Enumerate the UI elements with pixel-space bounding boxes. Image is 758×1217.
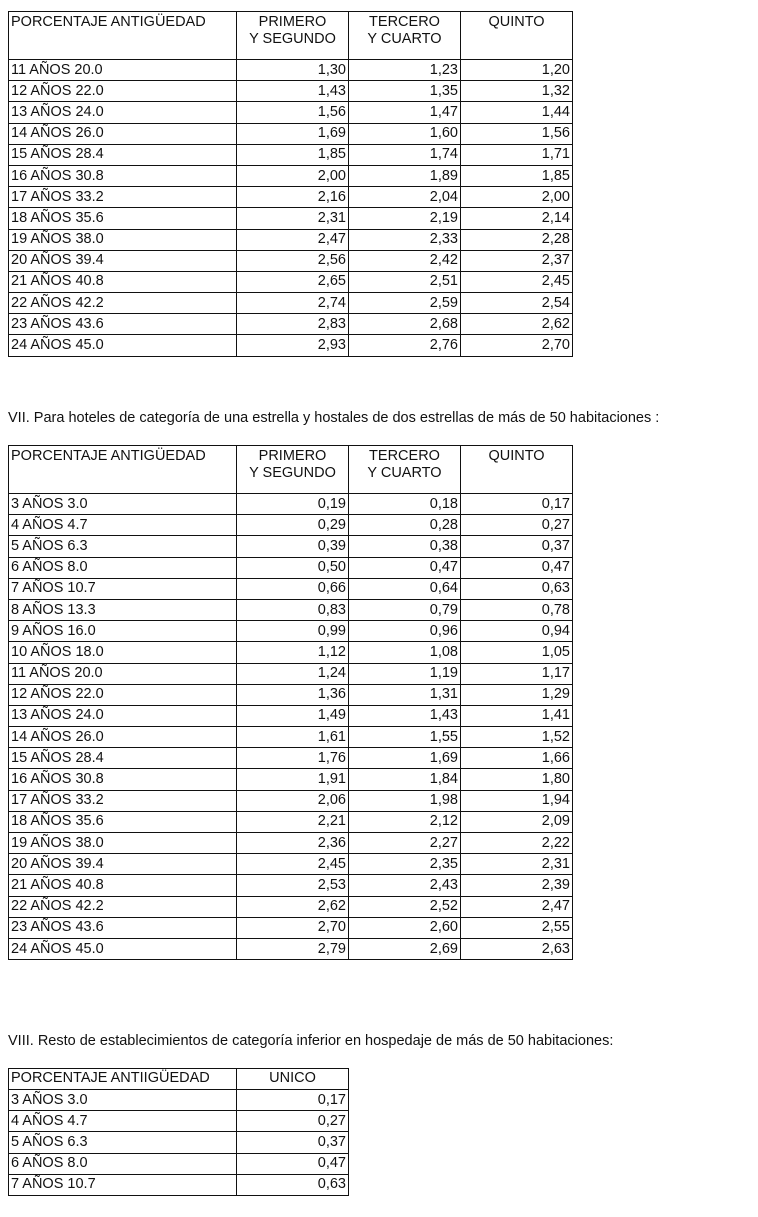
rate-cell: 0,38 <box>349 536 461 557</box>
seniority-cell: 6 AÑOS 8.0 <box>9 557 237 578</box>
rate-cell: 2,21 <box>237 811 349 832</box>
rate-cell: 2,00 <box>237 165 349 186</box>
column-header: QUINTO <box>461 12 573 60</box>
rate-cell: 0,17 <box>237 1090 349 1111</box>
rate-cell: 1,47 <box>349 102 461 123</box>
seniority-cell: 20 AÑOS 39.4 <box>9 854 237 875</box>
rate-cell: 2,09 <box>461 811 573 832</box>
rate-cell: 2,22 <box>461 833 573 854</box>
rate-cell: 1,55 <box>349 727 461 748</box>
rate-cell: 0,18 <box>349 494 461 515</box>
table-row <box>9 515 573 536</box>
rate-cell: 0,78 <box>461 599 573 620</box>
seniority-cell: 11 AÑOS 20.0 <box>9 60 237 81</box>
table-row <box>9 833 573 854</box>
table-row <box>9 854 573 875</box>
rate-cell: 2,37 <box>461 250 573 271</box>
table-row <box>9 663 573 684</box>
table-row <box>9 557 573 578</box>
rate-cell: 2,54 <box>461 293 573 314</box>
table-row <box>9 875 573 896</box>
rate-cell: 0,37 <box>237 1132 349 1153</box>
column-header: PORCENTAJE ANTIGÜEDAD <box>9 12 237 60</box>
rate-cell: 1,43 <box>349 705 461 726</box>
rate-cell: 2,06 <box>237 790 349 811</box>
table-row <box>9 599 573 620</box>
rate-cell: 2,70 <box>461 335 573 356</box>
seniority-cell: 13 AÑOS 24.0 <box>9 102 237 123</box>
table-row <box>9 1111 349 1132</box>
seniority-cell: 4 AÑOS 4.7 <box>9 1111 237 1132</box>
table-row <box>9 187 573 208</box>
rate-cell: 2,19 <box>349 208 461 229</box>
rate-cell: 2,27 <box>349 833 461 854</box>
seniority-cell: 4 AÑOS 4.7 <box>9 515 237 536</box>
rate-cell: 1,85 <box>461 165 573 186</box>
seniority-cell: 5 AÑOS 6.3 <box>9 1132 237 1153</box>
rate-cell: 2,31 <box>237 208 349 229</box>
rate-cell: 2,93 <box>237 335 349 356</box>
table-row <box>9 578 573 599</box>
rate-cell: 0,29 <box>237 515 349 536</box>
seniority-cell: 19 AÑOS 38.0 <box>9 229 237 250</box>
table-row <box>9 621 573 642</box>
rate-cell: 1,36 <box>237 684 349 705</box>
table-row <box>9 769 573 790</box>
rate-cell: 2,35 <box>349 854 461 875</box>
rate-cell: 0,99 <box>237 621 349 642</box>
rate-cell: 0,27 <box>461 515 573 536</box>
rate-cell: 2,62 <box>237 896 349 917</box>
rate-cell: 2,62 <box>461 314 573 335</box>
column-header: TERCERO Y CUARTO <box>349 446 461 494</box>
rate-cell: 2,83 <box>237 314 349 335</box>
seniority-cell: 15 AÑOS 28.4 <box>9 144 237 165</box>
table-seniority-rates-vii <box>8 445 573 960</box>
rate-cell: 0,17 <box>461 494 573 515</box>
column-header: TERCERO Y CUARTO <box>349 12 461 60</box>
rate-cell: 1,24 <box>237 663 349 684</box>
seniority-cell: 20 AÑOS 39.4 <box>9 250 237 271</box>
rate-cell: 1,29 <box>461 684 573 705</box>
rate-cell: 1,71 <box>461 144 573 165</box>
seniority-cell: 22 AÑOS 42.2 <box>9 293 237 314</box>
seniority-cell: 16 AÑOS 30.8 <box>9 769 237 790</box>
seniority-cell: 18 AÑOS 35.6 <box>9 208 237 229</box>
seniority-cell: 12 AÑOS 22.0 <box>9 684 237 705</box>
table-row <box>9 917 573 938</box>
rate-cell: 1,23 <box>349 60 461 81</box>
rate-cell: 1,69 <box>237 123 349 144</box>
rate-cell: 2,47 <box>461 896 573 917</box>
rate-cell: 2,69 <box>349 938 461 959</box>
rate-cell: 1,89 <box>349 165 461 186</box>
column-header: PRIMERO Y SEGUNDO <box>237 12 349 60</box>
seniority-cell: 16 AÑOS 30.8 <box>9 165 237 186</box>
table-row <box>9 271 573 292</box>
rate-cell: 1,56 <box>461 123 573 144</box>
rate-cell: 1,98 <box>349 790 461 811</box>
rate-cell: 2,60 <box>349 917 461 938</box>
rate-cell: 1,41 <box>461 705 573 726</box>
rate-cell: 2,45 <box>237 854 349 875</box>
table-seniority-rates-1 <box>8 11 573 357</box>
rate-cell: 1,17 <box>461 663 573 684</box>
rate-cell: 1,49 <box>237 705 349 726</box>
rate-cell: 2,36 <box>237 833 349 854</box>
rate-cell: 1,76 <box>237 748 349 769</box>
rate-cell: 1,52 <box>461 727 573 748</box>
column-header: QUINTO <box>461 446 573 494</box>
table-header-row <box>9 446 573 494</box>
rate-cell: 2,76 <box>349 335 461 356</box>
rate-cell: 0,63 <box>237 1174 349 1195</box>
rate-cell: 0,64 <box>349 578 461 599</box>
seniority-cell: 19 AÑOS 38.0 <box>9 833 237 854</box>
table-row <box>9 896 573 917</box>
seniority-cell: 8 AÑOS 13.3 <box>9 599 237 620</box>
rate-cell: 2,31 <box>461 854 573 875</box>
table-row <box>9 727 573 748</box>
rate-cell: 1,56 <box>237 102 349 123</box>
rate-cell: 1,32 <box>461 81 573 102</box>
seniority-cell: 5 AÑOS 6.3 <box>9 536 237 557</box>
rate-cell: 0,28 <box>349 515 461 536</box>
seniority-cell: 7 AÑOS 10.7 <box>9 1174 237 1195</box>
rate-cell: 0,19 <box>237 494 349 515</box>
table-row <box>9 642 573 663</box>
rate-cell: 2,65 <box>237 271 349 292</box>
table-row <box>9 1132 349 1153</box>
rate-cell: 2,68 <box>349 314 461 335</box>
table-row <box>9 811 573 832</box>
seniority-cell: 17 AÑOS 33.2 <box>9 790 237 811</box>
table-row <box>9 1153 349 1174</box>
rate-cell: 1,19 <box>349 663 461 684</box>
rate-cell: 2,28 <box>461 229 573 250</box>
rate-cell: 2,39 <box>461 875 573 896</box>
table-seniority-rates-viii <box>8 1068 349 1196</box>
seniority-cell: 23 AÑOS 43.6 <box>9 917 237 938</box>
seniority-cell: 21 AÑOS 40.8 <box>9 875 237 896</box>
rate-cell: 2,79 <box>237 938 349 959</box>
seniority-cell: 3 AÑOS 3.0 <box>9 1090 237 1111</box>
table-row <box>9 335 573 356</box>
rate-cell: 1,31 <box>349 684 461 705</box>
table-row <box>9 1174 349 1195</box>
seniority-cell: 24 AÑOS 45.0 <box>9 335 237 356</box>
rate-cell: 2,16 <box>237 187 349 208</box>
rate-cell: 1,20 <box>461 60 573 81</box>
table-row <box>9 684 573 705</box>
table-header-row <box>9 1069 349 1090</box>
rate-cell: 0,96 <box>349 621 461 642</box>
table-row <box>9 102 573 123</box>
seniority-cell: 23 AÑOS 43.6 <box>9 314 237 335</box>
table-row <box>9 1090 349 1111</box>
rate-cell: 1,80 <box>461 769 573 790</box>
table-row <box>9 123 573 144</box>
seniority-cell: 18 AÑOS 35.6 <box>9 811 237 832</box>
table-row <box>9 81 573 102</box>
rate-cell: 0,79 <box>349 599 461 620</box>
seniority-cell: 17 AÑOS 33.2 <box>9 187 237 208</box>
rate-cell: 0,63 <box>461 578 573 599</box>
column-header: UNICO <box>237 1069 349 1090</box>
rate-cell: 1,74 <box>349 144 461 165</box>
seniority-cell: 24 AÑOS 45.0 <box>9 938 237 959</box>
rate-cell: 1,61 <box>237 727 349 748</box>
section-viii-heading: VIII. Resto de establecimientos de categoría inferior en hospedaje de más de 50 habitaciones: <box>8 1033 614 1049</box>
rate-cell: 2,45 <box>461 271 573 292</box>
rate-cell: 2,42 <box>349 250 461 271</box>
table-row <box>9 748 573 769</box>
rate-cell: 1,60 <box>349 123 461 144</box>
table-row <box>9 938 573 959</box>
rate-cell: 1,30 <box>237 60 349 81</box>
seniority-cell: 9 AÑOS 16.0 <box>9 621 237 642</box>
rate-cell: 2,56 <box>237 250 349 271</box>
rate-cell: 2,55 <box>461 917 573 938</box>
rate-cell: 2,04 <box>349 187 461 208</box>
rate-cell: 1,12 <box>237 642 349 663</box>
rate-cell: 1,05 <box>461 642 573 663</box>
rate-cell: 2,74 <box>237 293 349 314</box>
column-header: PRIMERO Y SEGUNDO <box>237 446 349 494</box>
rate-cell: 0,47 <box>349 557 461 578</box>
rate-cell: 1,66 <box>461 748 573 769</box>
table-row <box>9 60 573 81</box>
seniority-cell: 10 AÑOS 18.0 <box>9 642 237 663</box>
rate-cell: 2,51 <box>349 271 461 292</box>
rate-cell: 2,33 <box>349 229 461 250</box>
rate-cell: 2,63 <box>461 938 573 959</box>
rate-cell: 2,52 <box>349 896 461 917</box>
table-row <box>9 790 573 811</box>
rate-cell: 1,08 <box>349 642 461 663</box>
section-vii-heading: VII. Para hoteles de categoría de una estrella y hostales de dos estrellas de más de 50 habitaciones : <box>8 410 660 426</box>
rate-cell: 2,14 <box>461 208 573 229</box>
table-row <box>9 293 573 314</box>
table-row <box>9 494 573 515</box>
rate-cell: 1,85 <box>237 144 349 165</box>
table-row <box>9 144 573 165</box>
seniority-cell: 12 AÑOS 22.0 <box>9 81 237 102</box>
seniority-cell: 14 AÑOS 26.0 <box>9 727 237 748</box>
rate-cell: 2,47 <box>237 229 349 250</box>
rate-cell: 0,47 <box>237 1153 349 1174</box>
table-header-row <box>9 12 573 60</box>
table-row <box>9 165 573 186</box>
table-row <box>9 536 573 557</box>
seniority-cell: 15 AÑOS 28.4 <box>9 748 237 769</box>
table-row <box>9 208 573 229</box>
seniority-cell: 21 AÑOS 40.8 <box>9 271 237 292</box>
rate-cell: 0,37 <box>461 536 573 557</box>
rate-cell: 2,59 <box>349 293 461 314</box>
column-header: PORCENTAJE ANTIGÜEDAD <box>9 446 237 494</box>
seniority-cell: 7 AÑOS 10.7 <box>9 578 237 599</box>
rate-cell: 1,69 <box>349 748 461 769</box>
rate-cell: 0,27 <box>237 1111 349 1132</box>
rate-cell: 0,94 <box>461 621 573 642</box>
rate-cell: 2,70 <box>237 917 349 938</box>
seniority-cell: 22 AÑOS 42.2 <box>9 896 237 917</box>
table-row <box>9 229 573 250</box>
seniority-cell: 11 AÑOS 20.0 <box>9 663 237 684</box>
table-row <box>9 705 573 726</box>
rate-cell: 1,43 <box>237 81 349 102</box>
rate-cell: 2,00 <box>461 187 573 208</box>
rate-cell: 2,43 <box>349 875 461 896</box>
rate-cell: 1,44 <box>461 102 573 123</box>
rate-cell: 1,94 <box>461 790 573 811</box>
rate-cell: 1,91 <box>237 769 349 790</box>
seniority-cell: 6 AÑOS 8.0 <box>9 1153 237 1174</box>
table-row <box>9 314 573 335</box>
rate-cell: 0,66 <box>237 578 349 599</box>
rate-cell: 0,83 <box>237 599 349 620</box>
rate-cell: 0,50 <box>237 557 349 578</box>
rate-cell: 0,47 <box>461 557 573 578</box>
seniority-cell: 3 AÑOS 3.0 <box>9 494 237 515</box>
rate-cell: 1,84 <box>349 769 461 790</box>
column-header: PORCENTAJE ANTIIGÜEDAD <box>9 1069 237 1090</box>
seniority-cell: 14 AÑOS 26.0 <box>9 123 237 144</box>
rate-cell: 1,35 <box>349 81 461 102</box>
rate-cell: 2,53 <box>237 875 349 896</box>
rate-cell: 0,39 <box>237 536 349 557</box>
rate-cell: 2,12 <box>349 811 461 832</box>
seniority-cell: 13 AÑOS 24.0 <box>9 705 237 726</box>
table-row <box>9 250 573 271</box>
